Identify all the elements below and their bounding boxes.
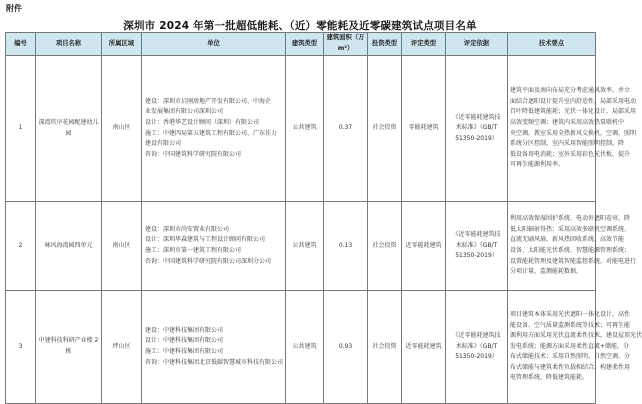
- tech-line: 设置能耗管理及建筑智能监控系统，对能电进行: [510, 257, 637, 265]
- tech-line: 布式储能与建筑柔性负载相结合，构建柔性用: [510, 363, 631, 371]
- cell-type: 公共建筑: [286, 56, 324, 202]
- cell-area: 0.37: [324, 56, 368, 202]
- cell-units: [142, 291, 286, 404]
- cell-rating: 近零能耗建筑: [402, 291, 446, 404]
- cell-area: 0.93: [324, 291, 368, 404]
- header-district: 所属区域: [102, 33, 142, 56]
- header-basis: 评定依据: [446, 33, 508, 56]
- tech-line: 利用高效保湿围护系统、电动外遮阳卷帘，降: [510, 215, 631, 223]
- basis-line: 51350-2019）: [455, 353, 498, 361]
- cell-basis: [446, 56, 508, 202]
- header-name: 项目名称: [36, 33, 102, 56]
- tech-line: 电管理系统，降低建筑能耗。: [510, 374, 589, 382]
- header-units: 单位: [142, 33, 286, 56]
- unit-line: 建设有限公司: [145, 140, 182, 148]
- cell-units: [142, 202, 286, 291]
- cell-district: 南山区: [102, 56, 142, 202]
- unit-line: 设计：香港华艺设计顾问（深圳）有限公司: [145, 118, 260, 126]
- tech-line: 布式储能技术；采用自然照明、自然空调，分: [510, 353, 631, 361]
- basis-line: 术标准》（GB/T: [455, 241, 498, 249]
- tech-line: 源利用方面采用光伏直流柔性技术，建设屋顶光伏: [510, 332, 642, 340]
- cell-type: 公共建筑: [286, 291, 324, 404]
- unit-line: 施工：中建四局第五建筑工程有限公司、广东佳力: [145, 129, 278, 137]
- tech-line: 可再生能源利用率。: [510, 161, 565, 169]
- table-header-row: [6, 33, 596, 56]
- basis-line: 术标准》（GB/T: [455, 124, 498, 132]
- attachment-label: 附件: [6, 4, 22, 13]
- cell-tech: [508, 291, 642, 404]
- tech-line: 建筑平面及南向布局充分考虑通风效率，并立: [510, 87, 631, 95]
- cell-no: 3: [6, 291, 36, 404]
- tech-line: 直流无刷风扇、新风热回收系统、高效节能: [510, 236, 625, 244]
- unit-line: 业发展集团有限公司深圳公司: [145, 108, 224, 116]
- cell-district: 南山区: [102, 202, 142, 291]
- unit-line: 咨询：中国建筑科学研究院有限公司深圳分公司: [145, 257, 272, 265]
- cell-no: 2: [6, 202, 36, 291]
- header-area: 建筑面积（万m²）: [324, 33, 368, 56]
- unit-line: 设计：中建科技集团有限公司: [145, 337, 224, 345]
- basis-line: 51350-2019）: [455, 134, 498, 142]
- cell-rating: 近零能耗建筑: [402, 202, 446, 291]
- cell-name: 咏风海湾园西单元: [36, 202, 102, 291]
- tech-line: 央空调，教室采用全热新风交换机，空调、照明: [510, 129, 637, 137]
- table-row: [6, 56, 596, 202]
- unit-line: 建设：中建科技集团有限公司: [145, 326, 224, 334]
- unit-line: 咨询：中建科技集团北京低碳智慧城市科技有限公司: [145, 358, 284, 366]
- cell-invest: 社会投资: [368, 56, 402, 202]
- cell-name: 中建科技科研产业楼 2 栋: [36, 291, 102, 404]
- unit-line: 咨询：中国建筑科学研究院有限公司: [145, 150, 242, 158]
- cell-tech: [508, 202, 637, 291]
- cell-basis: [446, 291, 508, 404]
- tech-line: 能设备、空气质量监测系统等技术；可再生能: [510, 321, 631, 329]
- cell-no: 1: [6, 56, 36, 202]
- basis-line: 《近零能耗建筑技: [452, 231, 501, 239]
- cell-units: [142, 56, 286, 202]
- cell-name: 深湾玖序花园配建幼儿园: [36, 56, 102, 202]
- project-table: [5, 32, 642, 404]
- cell-type: 公共建筑: [286, 202, 324, 291]
- tech-line: 分项计量，监测能耗数据。: [510, 268, 583, 276]
- header-invest: 投资类型: [368, 33, 402, 56]
- table-row: [6, 291, 596, 404]
- cell-invest: 社会投资: [368, 202, 402, 291]
- table-row: [6, 202, 596, 291]
- cell-district: 坪山区: [102, 291, 142, 404]
- tech-line: 面结合遮阳设计提升室内舒适性，局部采用电动: [510, 97, 637, 105]
- header-tech: 技术要点: [508, 33, 596, 56]
- unit-line: 建设：深圳市尚安置业有限公司: [145, 225, 230, 233]
- tech-line: 高效变频空调；建筑内采用高效热泵联机中: [510, 118, 625, 126]
- tech-line: 项目建筑本体采用光伏遮阳一体化设计，高性: [510, 310, 631, 318]
- tech-line: 低设备用电消耗；室外采用彩色光伏板，提升: [510, 150, 631, 158]
- cell-basis: [446, 202, 508, 291]
- document-title: 深圳市 2024 年第一批超低能耗、（近）零能耗及近零碳建筑试点项目名单: [123, 20, 477, 32]
- tech-line: 设备、太阳能光伏系统、智慧能源管理系统；: [510, 247, 631, 254]
- header-no: 编号: [6, 33, 36, 56]
- unit-line: 施工：中建科技集团有限公司: [145, 348, 224, 355]
- header-type: 建筑类型: [286, 33, 324, 56]
- cell-rating: 零能耗建筑: [402, 56, 446, 202]
- tech-line: 低太阳辐射得热；采用高效多联机空调系统、: [510, 225, 631, 233]
- unit-line: 设计：深圳华森建筑与工程设计顾问有限公司: [145, 236, 266, 244]
- basis-line: 51350-2019）: [455, 252, 498, 260]
- tech-line: 百叶降低建筑能耗；光伏一体化设计，局部采用: [510, 108, 637, 116]
- tech-line: 发电系统；能源方面采用柔性直流+储能，分: [510, 342, 630, 350]
- cell-area: 0.13: [324, 202, 368, 291]
- basis-line: 术标准》（GB/T: [455, 342, 498, 350]
- unit-line: 建设：深圳市启刚房地产开发有限公司、中海企: [145, 97, 272, 105]
- basis-line: 《近零能耗建筑技: [452, 332, 501, 340]
- unit-line: 施工：深圳市第一建筑工程有限公司: [145, 247, 242, 254]
- header-rating: 评定类型: [402, 33, 446, 56]
- tech-line: 系统分区控制，室内采用智能照明控制，降: [510, 140, 625, 148]
- cell-tech: [508, 56, 637, 202]
- basis-line: 《近零能耗建筑技: [452, 113, 501, 121]
- cell-invest: 社会投资: [368, 291, 402, 404]
